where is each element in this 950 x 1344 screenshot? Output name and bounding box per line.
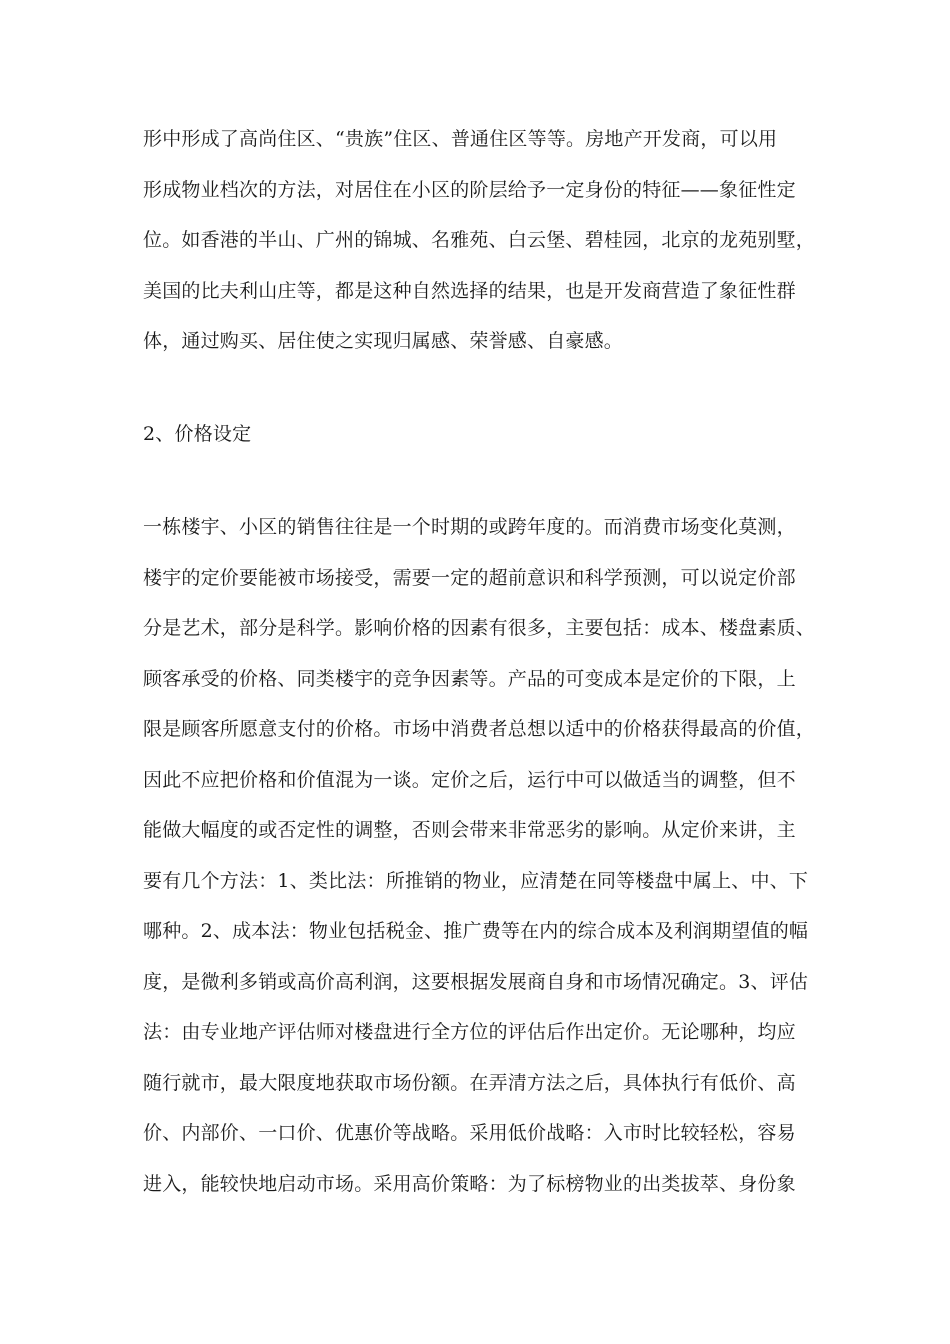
paragraph-line: 度，是微利多销或高价高利润，这要根据发展商自身和市场情况确定。3、评估 bbox=[143, 971, 809, 993]
paragraph-line: 分是艺术，部分是科学。影响价格的因素有很多，主要包括：成本、楼盘素质、 bbox=[143, 617, 816, 639]
paragraph-line: 价、内部价、一口价、优惠价等战略。采用低价战略：入市时比较轻松，容易 bbox=[143, 1122, 796, 1144]
paragraph-line: 哪种。2、成本法：物业包括税金、推广费等在内的综合成本及利润期望值的幅 bbox=[143, 920, 809, 942]
paragraph-line: 顾客承受的价格、同类楼宇的竞争因素等。产品的可变成本是定价的下限，上 bbox=[143, 668, 796, 690]
paragraph-line: 形中形成了高尚住区、“贵族”住区、普通住区等等。房地产开发商，可以用 bbox=[143, 128, 778, 150]
section-heading: 2、价格设定 bbox=[143, 423, 252, 445]
paragraph-line: 随行就市，最大限度地获取市场份额。在弄清方法之后，具体执行有低价、高 bbox=[143, 1072, 796, 1094]
paragraph-line: 体，通过购买、居住使之实现归属感、荣誉感、自豪感。 bbox=[143, 330, 624, 352]
paragraph-line: 位。如香港的半山、广州的锦城、名雅苑、白云堡、碧桂园，北京的龙苑别墅， bbox=[143, 229, 816, 251]
paragraph-line: 形成物业档次的方法，对居住在小区的阶层给予一定身份的特征——象征性定 bbox=[143, 179, 796, 201]
paragraph-line: 因此不应把价格和价值混为一谈。定价之后，运行中可以做适当的调整，但不 bbox=[143, 769, 796, 791]
paragraph-line: 一栋楼宇、小区的销售往往是一个时期的或跨年度的。而消费市场变化莫测， bbox=[143, 516, 796, 538]
paragraph-line: 法：由专业地产评估师对楼盘进行全方位的评估后作出定价。无论哪种，均应 bbox=[143, 1021, 796, 1043]
paragraph-line: 要有几个方法：1、类比法：所推销的物业，应清楚在同等楼盘中属上、中、下 bbox=[143, 870, 809, 892]
paragraph-line: 进入，能较快地启动市场。采用高价策略：为了标榜物业的出类拔萃、身份象 bbox=[143, 1173, 796, 1195]
paragraph-line: 限是顾客所愿意支付的价格。市场中消费者总想以适中的价格获得最高的价值， bbox=[143, 718, 816, 740]
paragraph-line: 美国的比夫利山庄等，都是这种自然选择的结果，也是开发商营造了象征性群 bbox=[143, 280, 796, 302]
paragraph-line: 能做大幅度的或否定性的调整，否则会带来非常恶劣的影响。从定价来讲，主 bbox=[143, 819, 796, 841]
paragraph-line: 楼宇的定价要能被市场接受，需要一定的超前意识和科学预测，可以说定价部 bbox=[143, 567, 796, 589]
